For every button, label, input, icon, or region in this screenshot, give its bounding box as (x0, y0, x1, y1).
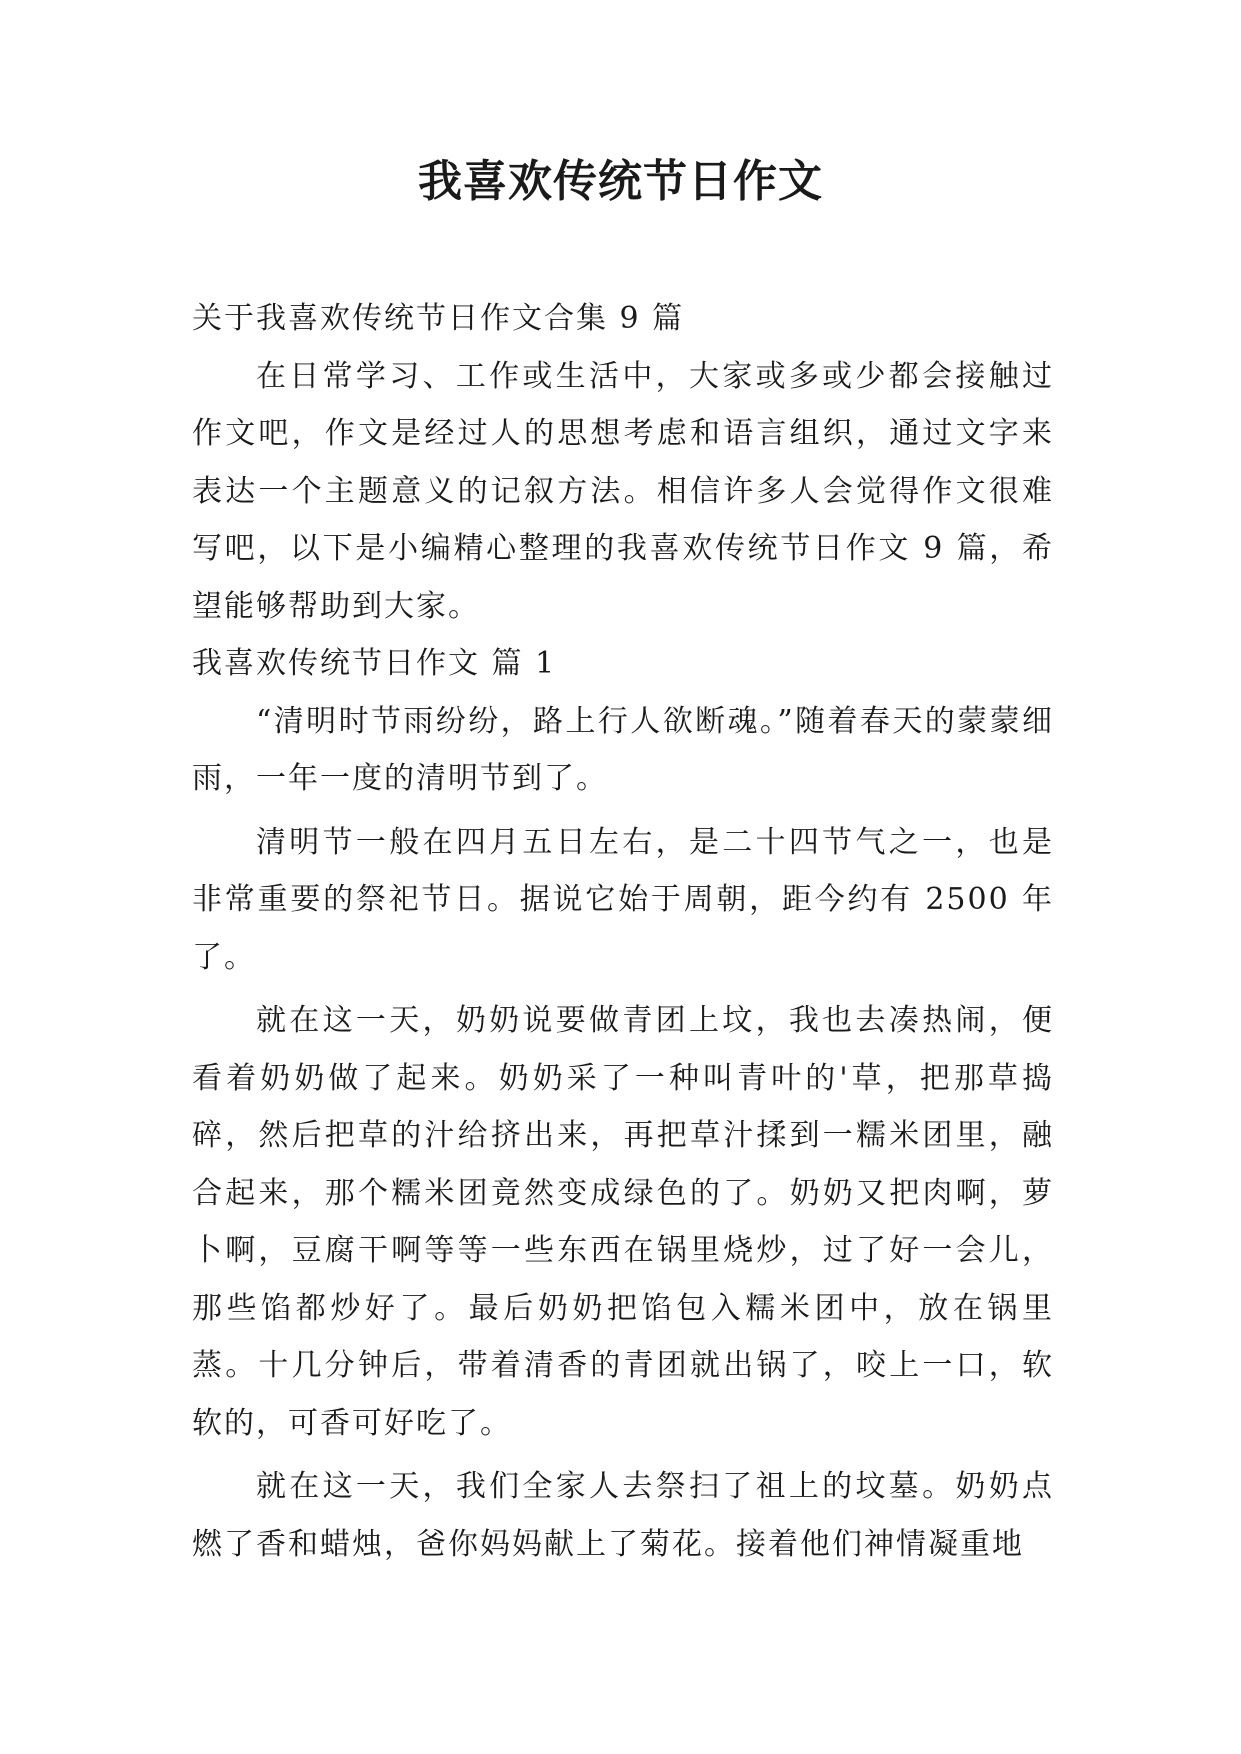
body-paragraph: 清明节一般在四月五日左右，是二十四节气之一，也是非常重要的祭祀节日。据说它始于周朝，距今约有 2500 年了。 (192, 824, 1054, 975)
document-title: 我喜欢传统节日作文 (418, 156, 823, 207)
body-paragraph: “清明时节雨纷纷，路上行人欲断魂。”随着春天的蒙蒙细雨，一年一度的清明节到了。 (192, 703, 1054, 796)
body-paragraph: 就在这一天，我们全家人去祭扫了祖上的坟墓。奶奶点燃了香和蜡烛，爸你妈妈献上了菊花。接着他们神情凝重地 (192, 1469, 1054, 1562)
document-body (192, 290, 1054, 1573)
section-heading: 我喜欢传统节日作文 篇 1 (192, 646, 557, 681)
intro-paragraph: 在日常学习、工作或生活中，大家或多或少都会接触过作文吧，作文是经过人的思想考虑和语言组织，通过文字来表达一个主题意义的记叙方法。相信许多人会觉得作文很难写吧，以下是小编精心整理的我喜欢传统节日作文 9 篇，希望能够帮助到大家。 (192, 358, 1054, 624)
body-paragraph: 就在这一天，奶奶说要做青团上坟，我也去凑热闹，便看着奶奶做了起来。奶奶采了一种叫青叶的'草，把那草捣碎，然后把草的汁给挤出来，再把草汁揉到一糯米团里，融合起来，那个糯米团竟然变成绿色的了。奶奶又把肉啊，萝卜啊，豆腐干啊等等一些东西在锅里烧炒，过了好一会儿，那些馅都炒好了。最后奶奶把馅包入糯米团中，放在锅里蒸。十几分钟后，带着清香的青团就出锅了，咬上一口，软软的，可香可好吃了。 (192, 1003, 1054, 1441)
intro-heading: 关于我喜欢传统节日作文合集 9 篇 (192, 301, 685, 336)
